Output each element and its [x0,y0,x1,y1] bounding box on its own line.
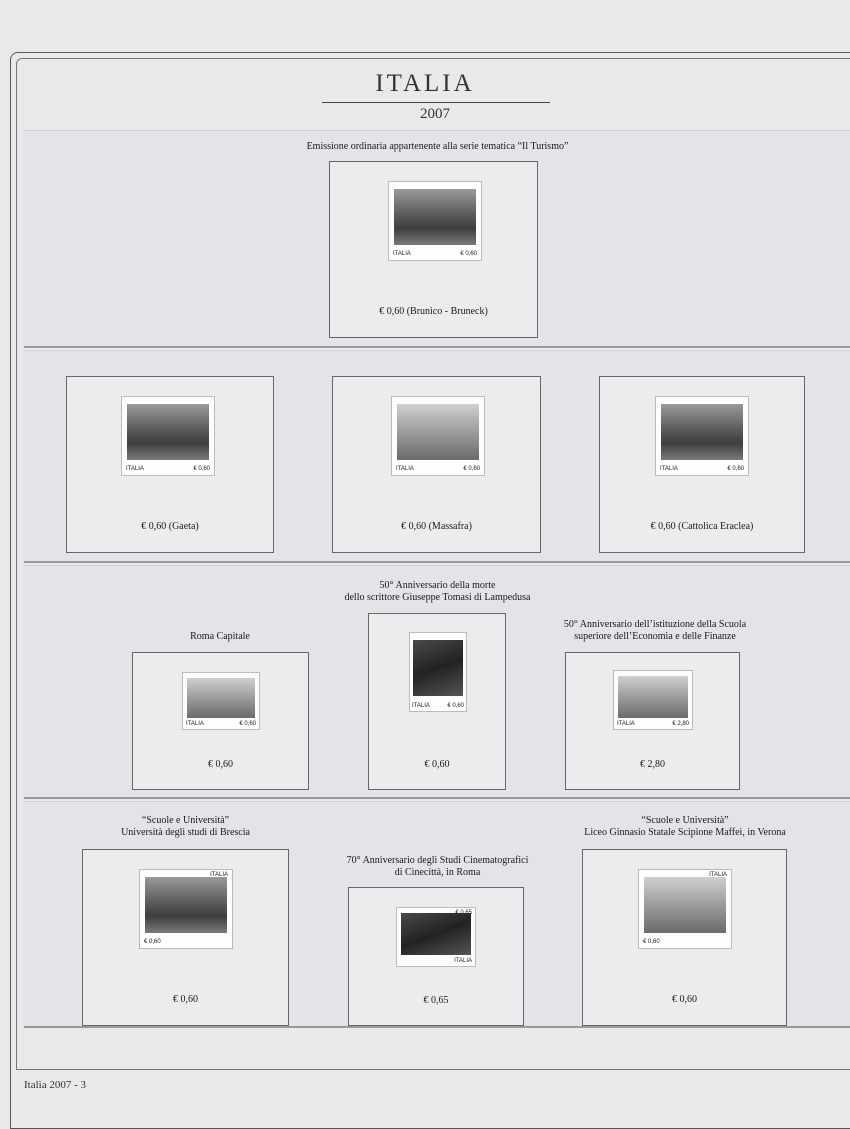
stamp-image [413,640,463,696]
stamp-country: ITALIA [617,721,635,727]
caption-line-1: 70° Anniversario degli Studi Cinematografici [346,855,529,866]
stamp-mount-gaeta [66,376,274,553]
caption-line-1: 50° Anniversario della morte [379,580,496,591]
strip-divider [24,1026,850,1028]
page-title: ITALIA [375,70,475,97]
stamp-gaeta [122,397,214,475]
title-divider [322,102,550,103]
caption-line-2: di Cinecittà, in Roma [394,867,481,878]
stamp-image [661,404,744,460]
strip-divider [24,797,850,799]
stamp-face-value: € 0,60 [447,703,464,709]
stamp-country: ITALIA [186,721,204,727]
stamp-face-value: € 2,80 [672,721,689,727]
stamp-mount-verona [582,849,787,1026]
strip-divider [24,561,850,563]
stamp-cattolica-eraclea [656,397,748,475]
stamp-massafra [392,397,484,475]
stamp-brunico [389,182,481,260]
stamp-value-label: € 0,60 (Gaeta) [141,521,199,532]
caption-line-1: “Scuole e Università” [141,815,230,826]
stamp-mount-massafra [332,376,541,553]
stamp-image [127,404,210,460]
stamp-value-label: € 0,60 [424,759,450,770]
caption-line-1: 50° Anniversario dell’istituzione della Scuola [563,619,747,630]
stamp-value-label: € 2,80 [640,759,665,770]
stamp-value-label: € 0,60 [208,759,233,770]
stamp-value-label: € 0,60 [173,994,198,1005]
stamp-image [145,877,228,933]
row1-caption: Emissione ordinaria appartenente alla serie tematica “Il Turismo” [306,141,569,152]
stamp-lampedusa [410,633,466,711]
stamp-face-value: € 0,60 [144,939,161,945]
stamp-face-value: € 0,60 [239,721,256,727]
stamp-country: ITALIA [126,466,144,472]
stamp-value-label: € 0,60 [672,994,697,1005]
page-year: 2007 [420,106,450,122]
stamp-country: ITALIA [393,251,411,257]
stamp-mount-cattolica-eraclea [599,376,805,553]
stamp-value-label: € 0,60 (Brunico - Bruneck) [379,306,488,317]
stamp-face-value: € 0,60 [727,466,744,472]
stamp-value-label: € 0,60 (Massafra) [401,521,472,532]
caption-line-2: Università degli studi di Brescia [121,827,250,838]
stamp-verona [639,870,731,948]
stamp-face-value: € 0,60 [463,466,480,472]
row4-caption-brescia [82,815,289,839]
caption-line-2: superiore dell’Economia e delle Finanze [574,631,736,642]
stamp-image [397,404,480,460]
stamp-country: ITALIA [454,958,472,964]
row3-caption-roma: Roma Capitale [190,631,250,642]
stamp-image [394,189,477,245]
stamp-image [401,913,471,955]
stamp-country: ITALIA [709,872,727,878]
stamp-value-label: € 0,60 (Cattolica Eraclea) [650,521,754,532]
stamp-image [187,678,255,718]
stamp-country: ITALIA [396,466,414,472]
strip-divider [24,346,850,348]
stamp-mount-cinecitta [348,887,524,1026]
stamp-economia-finanze [614,671,692,729]
stamp-face-value: € 0,60 [193,466,210,472]
row4-caption-verona [575,815,795,839]
stamp-face-value: € 0,60 [643,939,660,945]
stamp-mount-lampedusa [368,613,506,790]
stamp-country: ITALIA [412,703,430,709]
stamp-cinecitta [397,908,475,966]
stamp-mount-economia-finanze [565,652,740,790]
stamp-face-value: € 0,65 [455,910,472,916]
caption-line-1: “Scuole e Università” [641,815,729,826]
stamp-face-value: € 0,60 [460,251,477,257]
stamp-brescia [140,870,232,948]
stamp-country: ITALIA [660,466,678,472]
stamp-image [618,676,688,718]
stamp-roma-capitale [183,673,259,729]
row3-caption-economia [550,619,760,643]
stamp-country: ITALIA [210,872,228,878]
stamp-mount-brunico [329,161,538,338]
caption-line-2: dello scrittore Giuseppe Tomasi di Lampedusa [344,592,531,603]
caption-line-2: Liceo Ginnasio Statale Scipione Maffei, in Verona [584,827,786,838]
row4-caption-cinecitta [310,855,565,879]
row3-caption-lampedusa [300,580,575,604]
stamp-image [644,877,727,933]
stamp-value-label: € 0,65 [423,995,449,1006]
stamp-mount-roma-capitale [132,652,309,790]
stamp-mount-brescia [82,849,289,1026]
page-footer: Italia 2007 - 3 [24,1079,87,1091]
